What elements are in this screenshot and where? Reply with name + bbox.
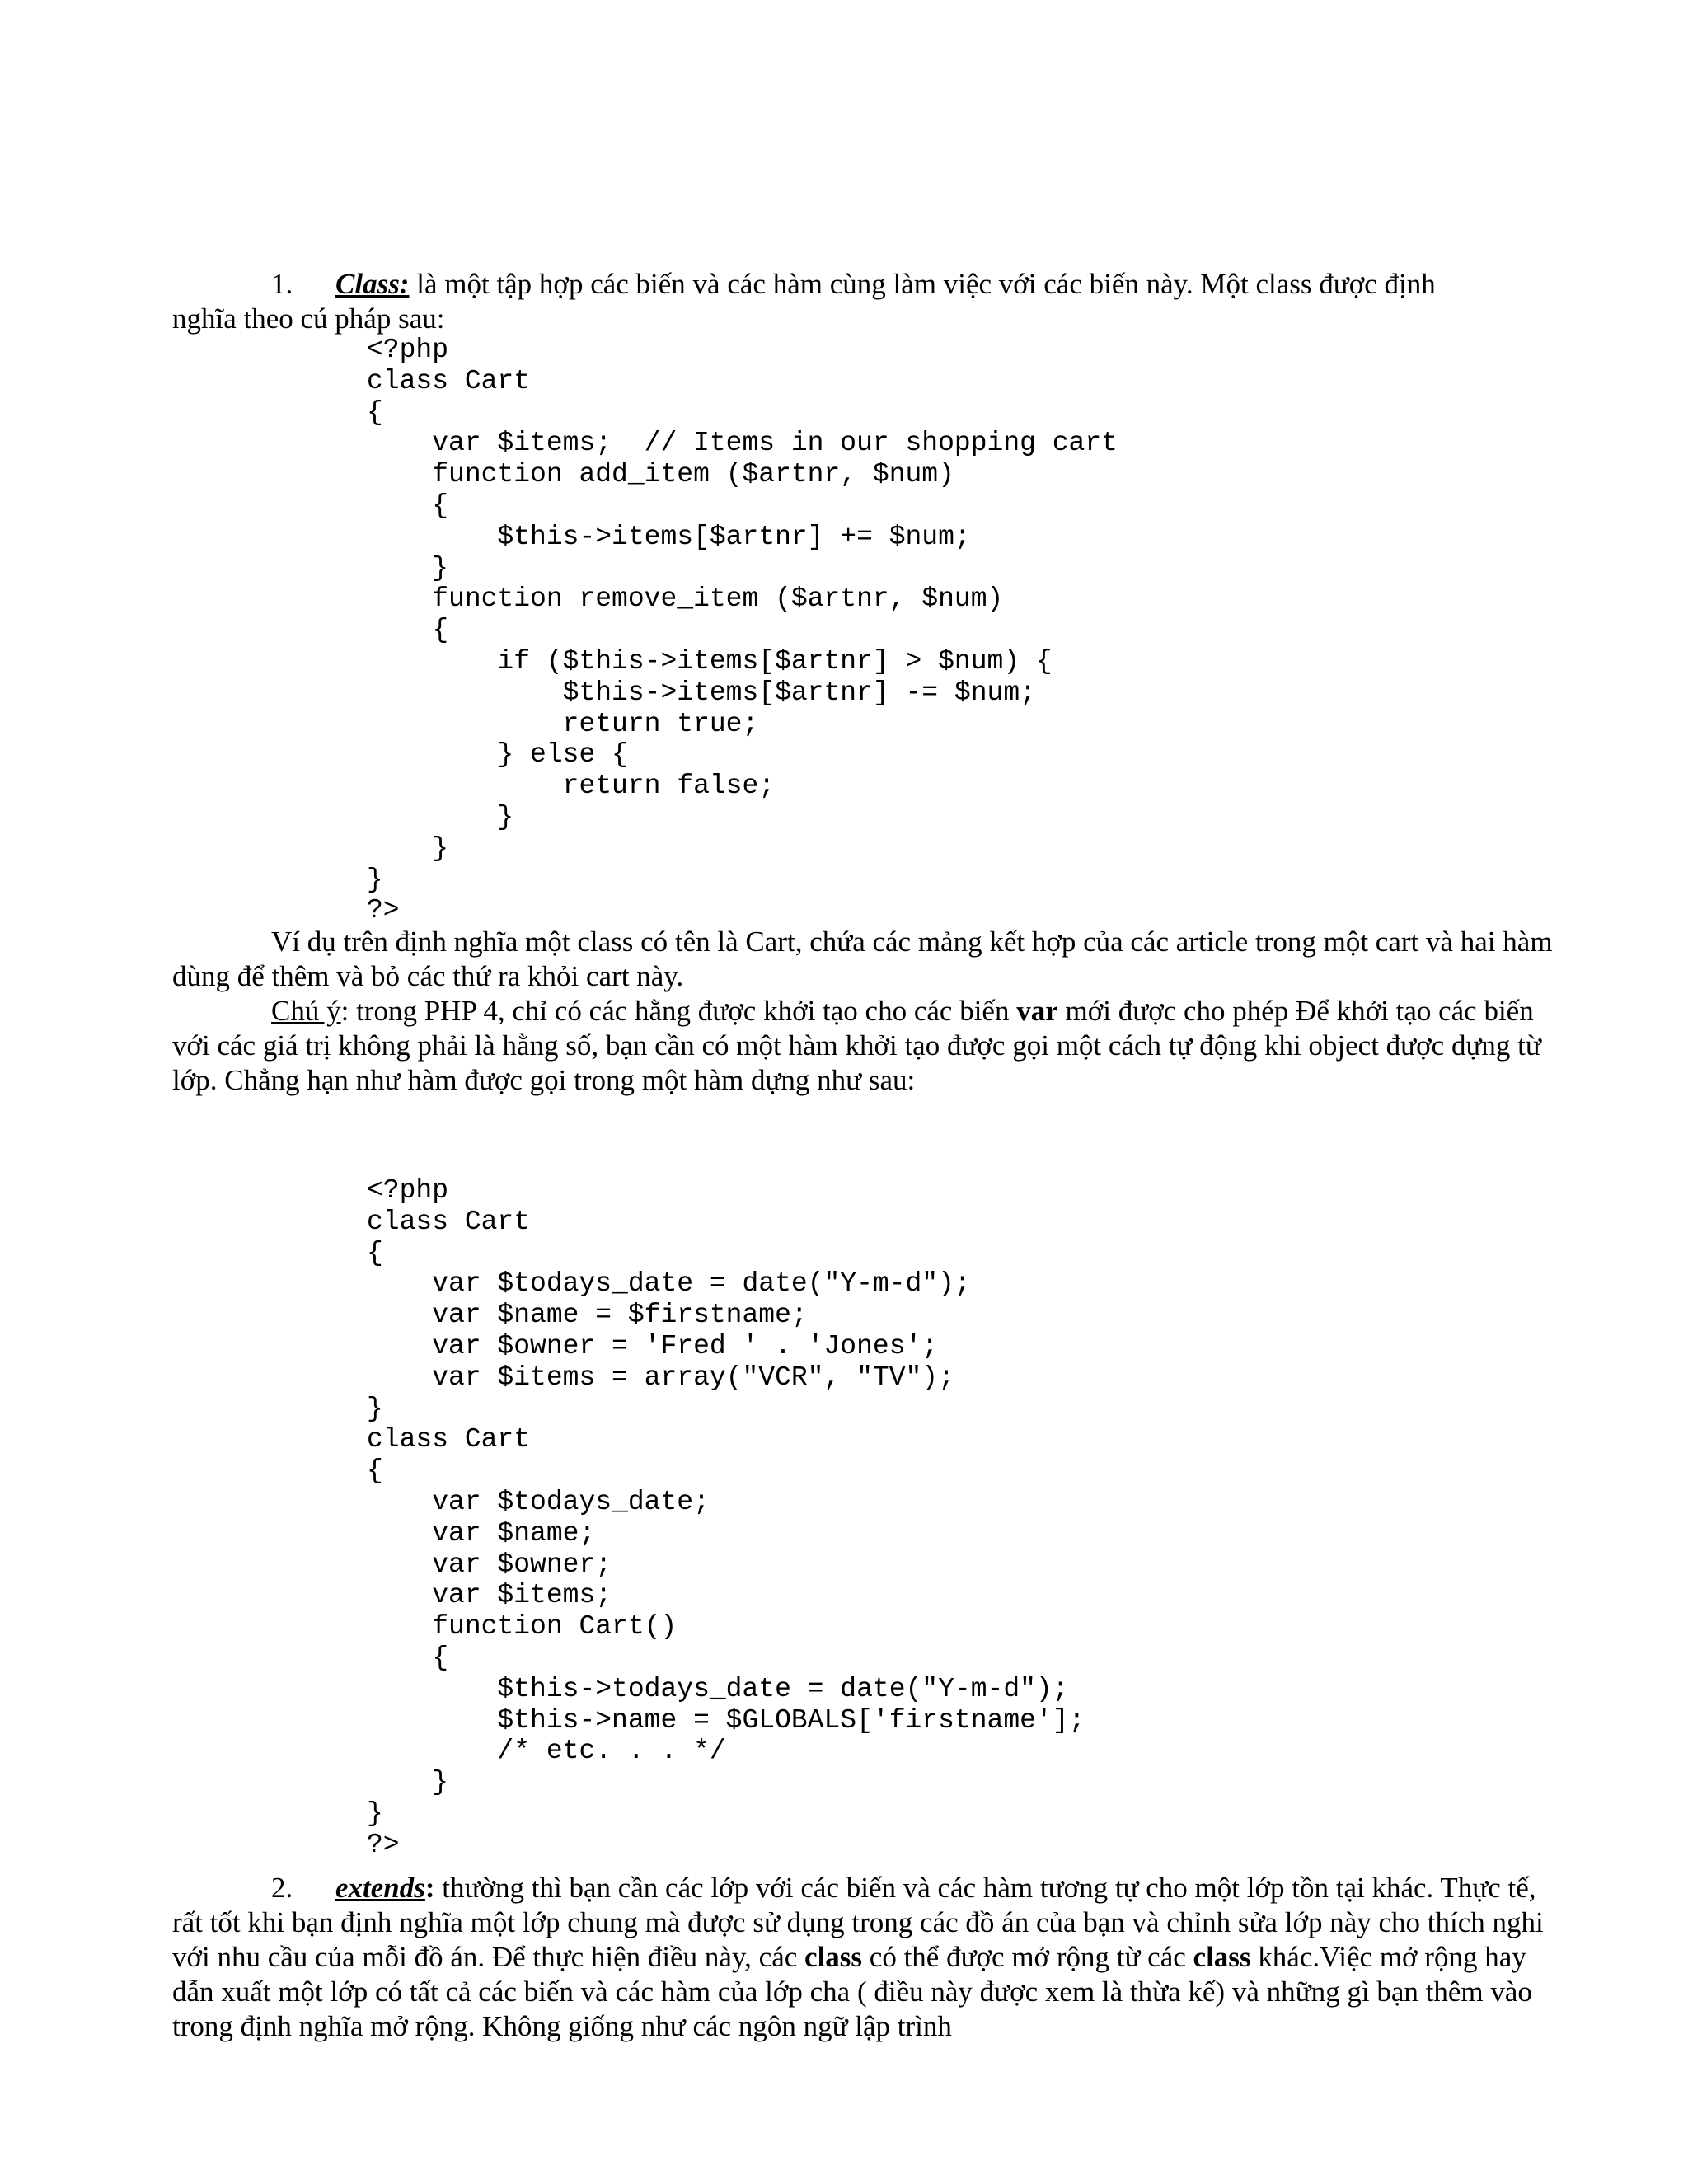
- section-2-text-a: thường thì bạn cần các lớp với các biến và các hàm tương tự cho một lớp tồn tại khác. Thực tế, rất tốt khi bạn định nghĩa một lớp chung mà được sử dụng trong các đồ án của bạn và chỉnh sửa lớp này cho thích nghi với nhu cầu của mỗi đồ án. Để thực hiện điều này, các: [172, 1872, 1544, 1973]
- section-2-colon: :: [424, 1872, 435, 1904]
- section-1-term: Class:: [335, 268, 410, 300]
- section-2-paragraph: [172, 1871, 1573, 2044]
- example-paragraph: Ví dụ trên định nghĩa một class có tên là Cart, chứa các mảng kết hợp của các article trong một cart và hai hàm dùng để thêm và bỏ các thứ ra khỏi cart này.: [172, 926, 1553, 992]
- section-1-number: 1.: [271, 268, 293, 300]
- section-2-term: extends: [335, 1872, 425, 1904]
- section-1-text-line2: nghĩa theo cú pháp sau:: [172, 302, 445, 335]
- note-text-b: mới được cho phép Để khởi tạo các biến với các giá trị không phải là hằng số, bạn cần có một hàm khởi tạo được gọi một cách tự động khi object được dựng từ lớp. Chẳng hạn như hàm được gọi trong một hàm dựng như sau:: [172, 995, 1541, 1096]
- section-2-text-b: có thể được mở rộng từ các: [862, 1941, 1193, 1973]
- section-2-keyword-class-1: class: [804, 1941, 863, 1973]
- note-paragraph: [172, 994, 1573, 1098]
- section-1-paragraph: [172, 267, 1573, 336]
- code-block-cart-constructor: <?php class Cart { var $todays_date = date("Y-m-d"); var $name = $firstname; var $owner = 'Fred ' . 'Jones'; var $items = array("VCR", "TV"); } class Cart { var $todays_date; var $name; var $owner; var $items; function Cart() { $this->todays_date = date("Y-m-d"); $this->name = $GLOBALS['firstname']; /* etc. . . */ } } ?>: [367, 1175, 1085, 1860]
- note-keyword-var: var: [1016, 995, 1058, 1027]
- note-text-a: : trong PHP 4, chỉ có các hằng được khởi tạo cho các biến: [340, 995, 1017, 1027]
- section-2-text-c: khác.Việc mở rộng hay dẫn xuất một lớp có tất cả các biến và các hàm của lớp cha ( điều này được xem là thừa kế) và những gì bạn thêm vào trong định nghĩa mở rộng. Không giống như các ngôn ngữ lập trình: [172, 1941, 1532, 2042]
- note-label: Chú ý: [271, 995, 341, 1027]
- code-block-cart-class: <?php class Cart { var $items; // Items in our shopping cart function add_item ($artnr, $num) { $this->items[$artnr] += $num; } function remove_item ($artnr, $num) { if ($this->items[$artnr] > $num) { $this->items[$artnr] -= $num; return true; } else { return false; } } } ?>: [367, 335, 1118, 926]
- section-2-number: 2.: [271, 1872, 293, 1904]
- section-1-text-line1: là một tập hợp các biến và các hàm cùng làm việc với các biến này. Một class được định: [409, 268, 1436, 300]
- section-2-keyword-class-2: class: [1193, 1941, 1251, 1973]
